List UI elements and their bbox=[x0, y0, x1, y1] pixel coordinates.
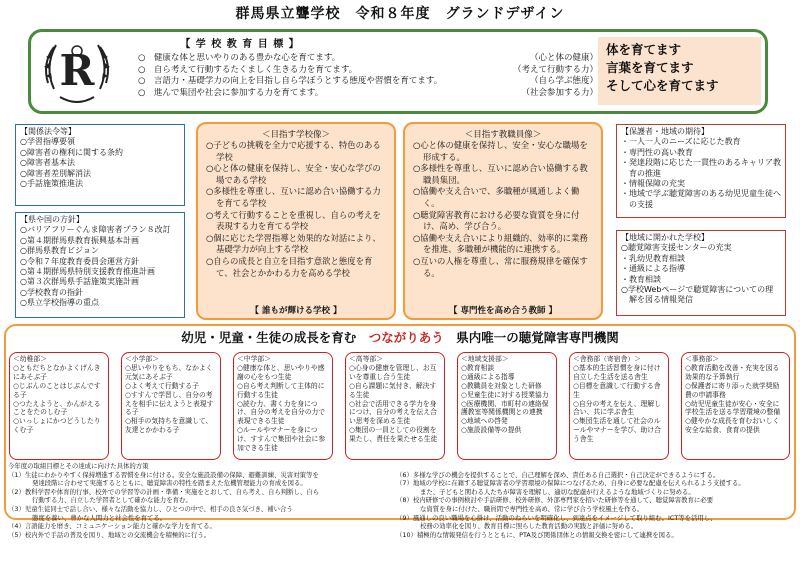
list-item: ○幼児児童生徒が安心・安全に学校生活を送る学習環境の整備 bbox=[685, 399, 781, 417]
teacher-vision-heading: ＜目指す教職員像＞ bbox=[464, 130, 542, 140]
school-vision-footer: 【 誰もが輝ける学校 】 bbox=[250, 306, 342, 316]
band-title-b: つながりあう bbox=[368, 330, 444, 345]
goal-heading: 【 学 校 教 育 目 標 】 bbox=[180, 39, 300, 50]
plan-number: （3） bbox=[8, 504, 25, 513]
department-heading: ＜地域支援部＞ bbox=[461, 355, 509, 363]
list-item: ○手話施策推進法 bbox=[20, 179, 83, 189]
plan-number: （1） bbox=[8, 470, 25, 479]
list-item: ○児童生徒に対する授業協力 bbox=[461, 390, 549, 399]
list-item: ○よく考えて行動する子 bbox=[125, 381, 199, 390]
department-heading: ＜高等部＞ bbox=[349, 355, 383, 363]
list-item: ・一人一人のニーズに応じた教育 bbox=[621, 137, 741, 147]
department-heading: ＜中学部＞ bbox=[237, 355, 271, 363]
list-item: ○考えて行動することを重視し、自らの考えを表現する力を育てる学校 bbox=[206, 209, 381, 232]
plan-text: 多様な学びの機会を提供することで、自己理解を深め、責任ある自己選択・自己決定ができるようにする。 bbox=[412, 470, 720, 479]
department-heading: ＜小学部＞ bbox=[125, 355, 159, 363]
school-vision-box bbox=[196, 122, 396, 320]
plan-text: 校内外で手話の普及を図り、地域との交流機会を積極的に行う。 bbox=[24, 530, 211, 539]
school-vision-heading: ＜目指す学校像＞ bbox=[261, 130, 330, 140]
goal-text: 自ら考えて行動するたくましく生きる力を育てます。 bbox=[153, 64, 358, 75]
plan-number: （8） bbox=[396, 496, 413, 505]
plan-item bbox=[396, 531, 792, 540]
open-school-box bbox=[616, 230, 786, 316]
annual-plan bbox=[8, 462, 792, 539]
list-item: ・通級による指導 bbox=[621, 264, 685, 274]
department-dormitory bbox=[569, 352, 669, 460]
list-item: ○すすんで学習し、自分の考えを相手に伝えようと表現する子 bbox=[125, 390, 214, 417]
list-item: ○保護者に寄り添った就学奨励費の申請事務 bbox=[685, 381, 780, 399]
goal-tag: （考えて行動する力） bbox=[512, 64, 598, 75]
list-item: ・情報保障の充実 bbox=[621, 179, 685, 189]
goal-tag: （心と体の健康） bbox=[529, 53, 598, 63]
list-item: ○集団生活を通して社会のルールやマナーを学び、助け合う舎生 bbox=[573, 417, 661, 444]
list-item: ○第３次群馬県手話施策実施計画 bbox=[20, 277, 139, 287]
plan-number: （5） bbox=[8, 530, 25, 539]
list-item: ○子どもの挑戦を全力で応援する、特色のある学校 bbox=[206, 140, 381, 162]
department-kindergarten bbox=[9, 352, 109, 460]
list-item: ○学校Webページで聴覚障害についての理解を図る情報発信 bbox=[621, 285, 774, 305]
plan-heading: 今年度の取組目標とその達成に向けた具体的方策 bbox=[8, 462, 149, 470]
expectations-heading: 【保護者・地域の期待】 bbox=[621, 127, 709, 136]
department-regional-support bbox=[457, 352, 557, 460]
goal-item: ○ 自ら考えて行動するたくましく生きる力を育てます。 （考えて行動する力） bbox=[138, 64, 598, 75]
list-item: ○施設設備等の提供 bbox=[461, 426, 522, 435]
plan-text: な資質を身に付けた、職員間で専門性を高め、常に学び合う学校風土を作る。 bbox=[420, 504, 644, 513]
list-item: ○社会で活用できる学力を身につけ、自分の考えを伝え合い思考を深める生徒 bbox=[349, 399, 437, 426]
policy-box bbox=[15, 212, 185, 318]
band-title bbox=[4, 328, 796, 346]
plan-text: また、子どもと関わる人たちが障害を理解し、適切な配慮が行えるような地域づくりに努める。 bbox=[420, 487, 695, 496]
plan-text: 生徒にわかりやすく保持増進する習慣を身に付ける。安全な施設設備の保障、避難訓練、災害対策等を bbox=[24, 470, 319, 479]
list-item: ○目標を意識して行動する舎生 bbox=[573, 381, 661, 399]
list-item: ○地域への啓発 bbox=[461, 417, 508, 426]
list-item: ・地域で学ぶ聴覚障害のある幼児児童生徒への支援 bbox=[621, 189, 781, 209]
list-item: ○バリアフリーぐんま障害者プラン８改訂 bbox=[20, 225, 171, 235]
band-title-a: 幼児・児童・生徒の成長を育む bbox=[181, 330, 357, 345]
list-item: ○群馬県教育ビジョン bbox=[20, 246, 99, 256]
list-item: ・発達段階に応じた一貫性のあるキャリア教育の推進 bbox=[621, 158, 781, 178]
plan-item bbox=[396, 479, 792, 496]
department-office bbox=[681, 352, 790, 460]
expectations-box bbox=[616, 124, 786, 218]
list-item: ○教育活動を改善・充実を図る効果的な予算執行 bbox=[685, 363, 780, 381]
list-item: ・乳幼児教育相談 bbox=[621, 253, 685, 263]
goal-text: 進んで集団や社会に参加する力を育てます。 bbox=[153, 87, 324, 98]
plan-number: （2） bbox=[8, 487, 25, 496]
list-item: ○第４期群馬県特別支援教育推進計画 bbox=[20, 267, 155, 277]
list-item: ○心と体の健康を保持し、安全・安心な職場を形成する。 bbox=[413, 140, 588, 162]
list-item: ○障害者基本法 bbox=[20, 158, 75, 168]
plan-text: 発達段階に合わせて実施するとともに、聴覚障害の特性を踏まえた危機管理能力の育成を図る。 bbox=[32, 479, 307, 488]
teacher-vision-footer: 【 専門性を高め合う教師 】 bbox=[449, 306, 557, 316]
list-item: ○教育相談 bbox=[461, 363, 495, 372]
open-school-heading: 【地域に開かれた学校】 bbox=[621, 233, 709, 242]
list-item: ○協働や支え合いにより組織的、効率的に業務を推進、多職種が機能的に連携する。 bbox=[413, 232, 588, 255]
plan-text: 教科学習や体育的行事、校外での学習等の計画・準備・実施をとおして、自ら考え、自ら判断し、自ら bbox=[24, 487, 320, 496]
list-item: ○自分の考えを伝え、理解し合い、共に学ぶ舎生 bbox=[573, 399, 661, 417]
list-item: ○自ら考え判断して主体的に行動する生徒 bbox=[237, 381, 325, 399]
list-item: ○読む力、書く力を身につけ、自分の考えを自分の力で表現できる生徒 bbox=[237, 399, 326, 426]
department-heading: ＜幼稚部＞ bbox=[13, 355, 47, 363]
plan-item bbox=[8, 505, 396, 522]
plan-number: （4） bbox=[8, 522, 25, 531]
band-title-c: 県内唯一の聴覚障害専門機関 bbox=[456, 330, 619, 345]
list-item: ○聴覚障害支援センターの充実 bbox=[621, 243, 732, 253]
list-item: ○互いの人権を尊重し、常に服務規律を確保する。 bbox=[413, 255, 588, 278]
department-heading: ＜舎務部（寄宿舎）＞ bbox=[573, 355, 641, 363]
plan-item bbox=[396, 514, 792, 531]
plan-text: 校内研修での事例検討や手話研修、校外研修、外部専門家を招いた研修等を通して、聴覚障害教育に必要 bbox=[412, 496, 714, 505]
list-item: ○障害者差別解消法 bbox=[20, 168, 91, 178]
plan-text: 地域の学校に在籍する聴覚障害者の学習環境の保障につなげるため、自身に必要な配慮を伝えられるよう支援する。 bbox=[412, 479, 745, 488]
list-item: ・専門性の高い教育 bbox=[621, 147, 693, 157]
list-item: ○心身の健康を管理し、お互いを尊重し合う生徒 bbox=[349, 363, 437, 381]
school-emblem-icon bbox=[34, 33, 120, 109]
list-item: ○医療機関、市町村の連絡保護教室等関係機関との連携 bbox=[461, 399, 549, 417]
plan-left-column bbox=[8, 471, 396, 540]
list-item: ○聴覚障害教育における必要な資質を身に付け、高め、学び合う。 bbox=[413, 209, 580, 232]
plan-item bbox=[396, 471, 792, 480]
plan-text: 行動する力、自立した学習者として確かな能力を育む。 bbox=[32, 496, 192, 505]
list-item: ○集団の一員としての役割を果たし、責任を果たせる生徒 bbox=[349, 426, 438, 444]
slogan-line: 言葉を育てます bbox=[606, 60, 694, 75]
slogan-box bbox=[598, 37, 761, 105]
plan-text: 言語能力を磨き、コミュニケーション能力と確かな学力を育てる。 bbox=[24, 522, 216, 531]
list-item: ○自ら課題に気付き、解決する生徒 bbox=[349, 381, 437, 399]
goal-text: 言語力・基礎学力の向上を目指し自ら学ぼうとする態度や習慣を育てます。 bbox=[153, 76, 443, 86]
plan-item bbox=[8, 522, 396, 531]
list-item: ○つたえようと、かんがえることをたのしむ子 bbox=[13, 399, 101, 417]
laws-box bbox=[15, 124, 185, 206]
department-elementary bbox=[121, 352, 221, 460]
plan-text: 校務の効率化を図り、教育目標に照らした教育活動の実践と評価に努める。 bbox=[420, 522, 638, 531]
list-item: ○学校教育の指針 bbox=[20, 287, 83, 297]
list-item: ○健やかな成長を育むおいしく安全な給食、食育の提供 bbox=[685, 417, 780, 435]
list-item: ○思いやりをもち、なかよく元気にあそぶ子 bbox=[125, 363, 213, 381]
teacher-vision-box bbox=[403, 122, 603, 320]
slogan-line: 体を育てます bbox=[606, 42, 682, 57]
list-item: ○通級による指導 bbox=[461, 372, 515, 381]
department-heading: ＜事務部＞ bbox=[685, 355, 719, 363]
list-item: ○基本的生活習慣を身に付け自立した生活を送る舎生 bbox=[573, 363, 661, 381]
plan-item bbox=[8, 488, 396, 505]
list-item: ○多様性を尊重し、互いに認め合い協働する教職員集団。 bbox=[413, 163, 588, 185]
list-item: ○令和７年度教育委員会運営方針 bbox=[20, 256, 139, 266]
plan-number: （7） bbox=[396, 479, 413, 488]
plan-number: （10） bbox=[396, 530, 417, 539]
plan-number: （9） bbox=[396, 513, 413, 522]
plan-item bbox=[396, 496, 792, 513]
plan-item bbox=[8, 531, 396, 540]
page-title: 群馬県立聾学校 令和８年度 グランドデザイン bbox=[235, 6, 565, 22]
plan-text: 態度を養い、豊かな人間力と社会性を育てる。 bbox=[32, 513, 167, 522]
list-item: ○心と体の健康を保持し、安全・安心な学びの場である学校 bbox=[206, 163, 381, 185]
list-item: ○いっしょにかつどうしたりくむ子 bbox=[13, 417, 101, 435]
plan-text: 児童生徒同士で話し合い、様々な活動を協力し、ひとつの中で、相手の良さ気づき、補い合う bbox=[24, 504, 293, 513]
goal-tag: （自ら学ぶ態度） bbox=[529, 76, 598, 86]
goal-item: ○ 言語力・基礎学力の向上を目指し自ら学ぼうとする態度や習慣を育てます。 （自ら学ぶ態度） bbox=[138, 76, 598, 86]
list-item: ○じぶんのことはじぶんでする子 bbox=[13, 381, 101, 399]
policy-heading: 【県や国の方針】 bbox=[20, 215, 84, 224]
list-item: ○第４期群馬県教育振興基本計画 bbox=[20, 235, 139, 245]
list-item: ○教職員を対象とした研修 bbox=[461, 381, 542, 390]
list-item: ○個に応じた学習指導と効果的な対話により、基礎学力が向上する学校 bbox=[206, 232, 381, 255]
slogan-line: そして心を育てます bbox=[606, 78, 719, 93]
laws-heading: 【関係法令等】 bbox=[20, 127, 76, 136]
department-high bbox=[345, 352, 445, 460]
list-item: ・教育相談 bbox=[621, 274, 661, 284]
list-item: ○相手の気持ちを意識して、友達とかかわる子 bbox=[125, 417, 213, 435]
list-item: ○自らの成長と自立を目指す意欲と態度を育て、社会とかかわる力を高める学校 bbox=[206, 255, 373, 278]
department-junior-high bbox=[233, 352, 333, 460]
list-item: ○多様性を尊重し、互いに認め合い協働する力を育てる学校 bbox=[206, 186, 381, 208]
list-item: ○協働や支え合いで、多職種が風通しよく働く。 bbox=[413, 186, 580, 208]
goal-item: ○ 進んで集団や社会に参加する力を育てます。 （社会参加する力） bbox=[138, 87, 598, 98]
list-item: ○ともだちとなかよくげんきにあそぶ子 bbox=[13, 363, 101, 381]
goal-tag: （社会参加する力） bbox=[521, 87, 598, 98]
goal-item: ○ 健康な体と思いやりのある豊かな心を育てます。 （心と体の健康） bbox=[138, 53, 598, 63]
list-item: ○障害者の権利に関する条約 bbox=[20, 147, 123, 157]
plan-number: （6） bbox=[396, 470, 413, 479]
plan-text: 積極的な情報発信を行うとともに、PTA及び関係団体との情報交換を密にして連携を図る。 bbox=[416, 530, 678, 539]
svg-text:R: R bbox=[59, 46, 95, 95]
goal-text: 健康な体と思いやりのある豊かな心を育てます。 bbox=[153, 53, 341, 63]
list-item: ○県立学校指導の重点 bbox=[20, 298, 99, 308]
list-item: ○学習指導要領 bbox=[20, 137, 75, 147]
plan-item bbox=[8, 471, 396, 488]
plan-text: 風通しの良い職場を心掛け、活動のねらいを明確化し、到達点をイメージして取り組む。ICT等を活用し、 bbox=[412, 513, 717, 522]
list-item: ○健康な体と、思いやりや感謝の心をもつ生徒 bbox=[237, 363, 325, 381]
plan-right-column bbox=[396, 471, 792, 540]
list-item: ○ルールやマナーを身につけ、すすんで集団や社会に参加できる生徒 bbox=[237, 426, 326, 453]
goal-list bbox=[138, 53, 598, 99]
